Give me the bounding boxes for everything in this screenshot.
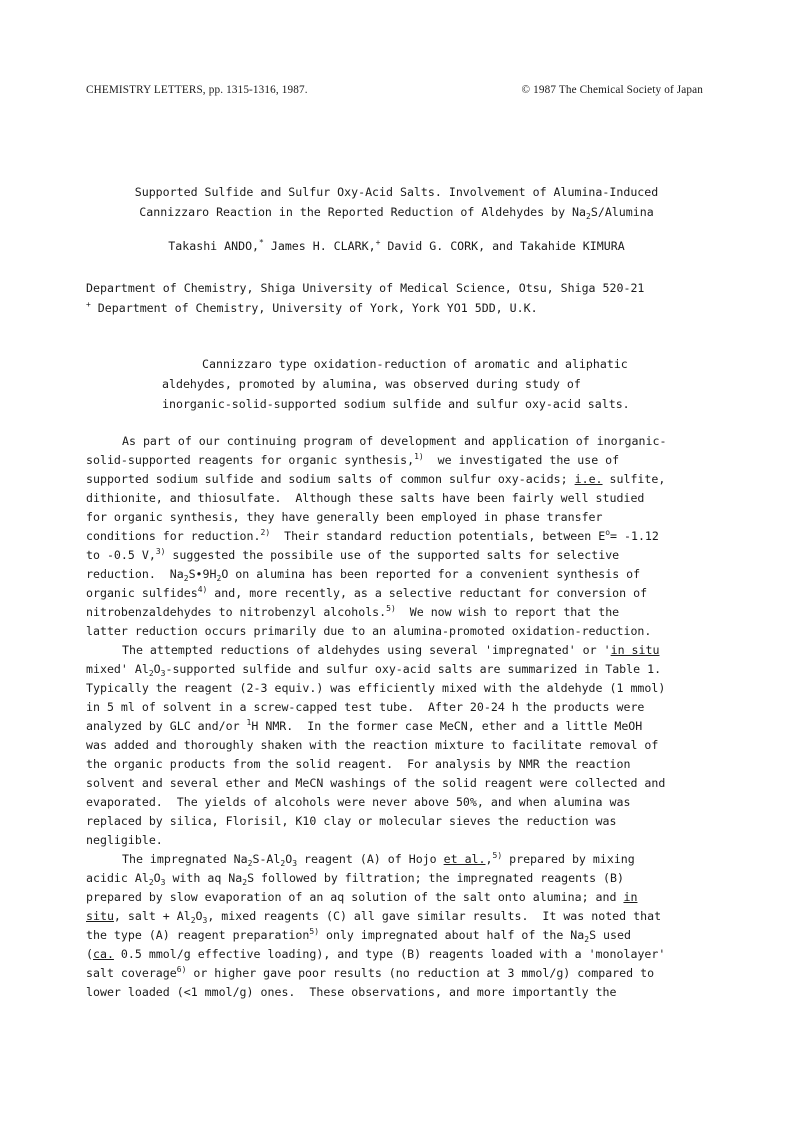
text: latter reduction occurs primarily due to an alumina-promoted oxidation-reduction. (86, 624, 652, 638)
text: prepared by slow evaporation of an aq solution of the salt onto alumina; and (86, 890, 624, 904)
abstract-line-3: inorganic-solid-supported sodium sulfide and sulfur oxy-acid salts. (162, 397, 630, 411)
body-line (86, 660, 716, 679)
text: S followed by filtration; the impregnated reagents (B) (247, 871, 624, 885)
text: in 5 ml of solvent in a screw-capped test tube. After 20-24 h the products were (86, 700, 645, 714)
subscript: 2 (247, 859, 253, 868)
author-name: David G. CORK, and Takahide KIMURA (380, 239, 625, 253)
subscript: 2 (148, 669, 154, 678)
text: We now wish to report that the (395, 605, 620, 619)
text: acidic Al (86, 871, 149, 885)
text: we investigated the use of (423, 453, 620, 467)
subscript: 2 (586, 212, 591, 221)
text: lower loaded (<1 mmol/g) ones. These observations, and more importantly the (86, 985, 617, 999)
title-text: Cannizzaro Reaction in the Reported Reduction of Aldehydes by Na (139, 205, 587, 219)
superscript: 1 (246, 718, 252, 727)
subscript: 2 (584, 935, 590, 944)
text: supported sodium sulfide and sodium salts of common sulfur oxy-acids; (86, 472, 575, 486)
body-line (86, 698, 716, 717)
text: 0.5 mmol/g effective loading), and type (B) reagents loaded with a 'monolayer' (113, 947, 666, 961)
body-line (86, 508, 716, 527)
subscript: 2 (183, 574, 189, 583)
text: mixed' Al (86, 662, 149, 676)
body-line (86, 945, 716, 964)
italic-text: in situ (610, 643, 660, 657)
italic-text: et al. (443, 852, 486, 866)
subscript: 3 (160, 878, 166, 887)
title-text: S/Alumina (590, 205, 654, 219)
body-line (86, 679, 716, 698)
text: S-Al (252, 852, 281, 866)
body-line (86, 736, 716, 755)
text: O (153, 871, 161, 885)
article-title (0, 182, 793, 222)
italic-text: in (623, 890, 638, 904)
body-text (86, 432, 716, 1002)
body-line (86, 850, 716, 869)
author-name: Takashi ANDO, (168, 239, 260, 253)
running-header (86, 84, 703, 96)
abstract (162, 354, 630, 414)
text: solvent and several ether and MeCN washings of the solid reagent were collected and (86, 776, 666, 790)
text: to -0.5 V, (86, 548, 156, 562)
text: the type (A) reagent preparation (86, 928, 310, 942)
body-line (86, 489, 716, 508)
italic-text: situ (86, 909, 114, 923)
text: solid-supported reagents for organic synthesis, (86, 453, 415, 467)
author-name: James H. CLARK, (263, 239, 376, 253)
reference-mark: 5) (309, 927, 320, 936)
body-line (86, 470, 716, 489)
text: conditions for reduction. (86, 529, 261, 543)
text: O on alumina has been reported for a convenient synthesis of (221, 567, 641, 581)
reference-mark: 1) (414, 452, 424, 461)
text: Typically the reagent (2-3 equiv.) was efficiently mixed with the aldehyde (1 mmol) (86, 681, 666, 695)
affiliation-2 (86, 298, 644, 318)
body-line (86, 546, 716, 565)
text: As part of our continuing program of development and application of inorganic- (122, 434, 667, 448)
subscript: 3 (202, 916, 208, 925)
text: The impregnated Na (122, 852, 248, 866)
text: salt coverage (86, 966, 177, 980)
italic-text: i.e. (574, 472, 603, 486)
body-line (86, 717, 716, 736)
subscript: 2 (280, 859, 286, 868)
text: O (285, 852, 293, 866)
text: The attempted reductions of aldehydes using several 'impregnated' or ' (122, 643, 611, 657)
journal-citation: CHEMISTRY LETTERS, pp. 1315-1316, 1987. (86, 84, 308, 96)
plus-mark: + (86, 300, 91, 309)
reference-mark: 5) (492, 851, 503, 860)
text: O (153, 662, 161, 676)
text: ( (86, 947, 93, 961)
body-line (86, 451, 716, 470)
text: was added and thoroughly shaken with the reaction mixture to facilitate removal of (86, 738, 659, 752)
body-line (86, 584, 716, 603)
affiliations (86, 278, 644, 318)
subscript: 3 (160, 669, 166, 678)
text: analyzed by GLC and/or (86, 719, 247, 733)
subscript: 2 (190, 916, 196, 925)
text: suggested the possibile use of the supported salts for selective (165, 548, 620, 562)
text: replaced by silica, Florisil, K10 clay or molecular sieves the reduction was (86, 814, 617, 828)
body-line (86, 812, 716, 831)
text: negligible. (86, 833, 163, 847)
affiliation-1: Department of Chemistry, Shiga University of Medical Science, Otsu, Shiga 520-21 (86, 281, 645, 295)
body-line (86, 755, 716, 774)
copyright-notice: © 1987 The Chemical Society of Japan (521, 84, 703, 96)
subscript: 2 (216, 574, 222, 583)
affiliation-text: Department of Chemistry, University of York, York YO1 5DD, U.K. (90, 301, 538, 315)
text: prepared by mixing (502, 852, 635, 866)
subscript: 3 (292, 859, 298, 868)
text: , (485, 852, 493, 866)
abstract-line-1: Cannizzaro type oxidation-reduction of aromatic and aliphatic (202, 357, 628, 371)
body-line (86, 432, 716, 451)
body-line (86, 869, 716, 888)
text: S used (589, 928, 631, 942)
subscript: 2 (148, 878, 154, 887)
text: only impregnated about half of the Na (319, 928, 585, 942)
text: sulfite, (602, 472, 666, 486)
asterisk-mark: * (259, 238, 264, 247)
reference-mark: 4) (197, 585, 208, 594)
reference-mark: 3) (155, 547, 166, 556)
body-line (86, 565, 716, 584)
reference-mark: 2) (260, 528, 271, 537)
body-line (86, 964, 716, 983)
body-line (86, 641, 716, 660)
body-line (86, 983, 716, 1002)
author-list (0, 239, 793, 253)
text: reduction. Na (86, 567, 184, 581)
text: nitrobenzaldehydes to nitrobenzyl alcohols. (86, 605, 387, 619)
text: dithionite, and thiosulfate. Although these salts have been fairly well studied (86, 491, 645, 505)
text: , salt + Al (113, 909, 191, 923)
reference-mark: 5) (386, 604, 396, 613)
title-line-2 (0, 202, 793, 222)
text: with aq Na (165, 871, 243, 885)
text: O (195, 909, 203, 923)
body-line (86, 831, 716, 850)
text: S•9H (188, 567, 217, 581)
text: evaporated. The yields of alcohols were never above 50%, and when alumina was (86, 795, 631, 809)
text: or higher gave poor results (no reduction at 3 mmol/g) compared to (186, 966, 655, 980)
text: Their standard reduction potentials, between E (270, 529, 606, 543)
reference-mark: 6) (176, 965, 187, 974)
body-line (86, 926, 716, 945)
body-line (86, 888, 716, 907)
body-line (86, 907, 716, 926)
body-line (86, 603, 716, 622)
subscript: 2 (242, 878, 248, 887)
text: H NMR. In the former case MeCN, ether and a little MeOH (251, 719, 643, 733)
body-line (86, 793, 716, 812)
plus-mark: + (375, 238, 381, 247)
text: organic sulfides (86, 586, 198, 600)
text: the organic products from the solid reagent. For analysis by NMR the reaction (86, 757, 631, 771)
body-line (86, 774, 716, 793)
body-line (86, 527, 716, 546)
text: -supported sulfide and sulfur oxy-acid salts are summarized in Table 1. (165, 662, 662, 676)
italic-text: ca. (92, 947, 114, 961)
body-line (86, 622, 716, 641)
text: reagent (A) of Hojo (297, 852, 444, 866)
text: and, more recently, as a selective reductant for conversion of (207, 586, 648, 600)
text: , mixed reagents (C) all gave similar results. It was noted that (207, 909, 662, 923)
text: = -1.12 (610, 529, 659, 543)
text: for organic synthesis, they have generally been employed in phase transfer (86, 510, 603, 524)
superscript: o (605, 528, 611, 537)
abstract-line-2: aldehydes, promoted by alumina, was observed during study of (162, 377, 581, 391)
title-line-1: Supported Sulfide and Sulfur Oxy-Acid Salts. Involvement of Alumina-Induced (134, 185, 659, 199)
